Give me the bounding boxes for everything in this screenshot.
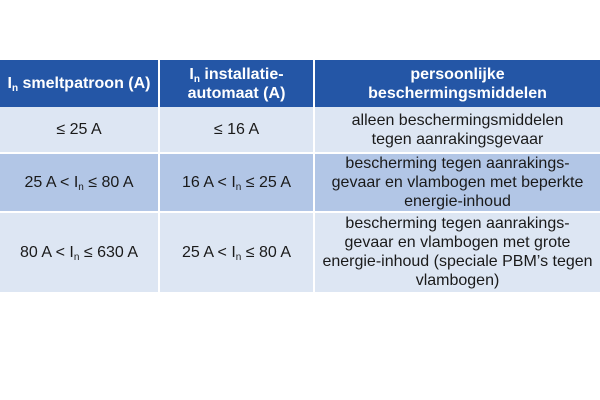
table-row <box>0 152 600 212</box>
cell-fuse-range: ≤ 25 A <box>0 107 160 152</box>
header-cell-fuse <box>0 60 160 107</box>
header-label: installatie- <box>199 65 284 83</box>
cell-breaker-range: ≤ 16 A <box>160 107 315 152</box>
protection-table <box>0 60 600 292</box>
header-cell-breaker <box>160 60 315 107</box>
header-symbol: I <box>189 65 194 83</box>
header-subscript: n <box>11 83 19 94</box>
row-divider <box>0 211 600 213</box>
table-row <box>0 212 600 292</box>
cell-breaker-range: 16 $A < I_n \le 25$ A <box>160 152 315 212</box>
cell-fuse-range: 25 $A < I_n \le 80$ A <box>0 152 160 212</box>
header-label-line2: automaat (A) <box>187 84 286 102</box>
header-cell-ppe: persoonlijke beschermingsmiddelen <box>368 65 547 102</box>
header-symbol: I <box>7 75 12 92</box>
cell-fuse-range: 80 $A < I_n \le 630$ A <box>0 212 160 292</box>
row-divider <box>0 152 600 154</box>
cell-ppe-description: alleen beschermingsmiddelen tegen aanrakingsgevaar <box>351 111 564 148</box>
cell-breaker-range: 25 $A < I_n \le 80$ A <box>160 212 315 292</box>
header-label: smeltpatroon (A) <box>18 75 151 92</box>
table-row <box>0 107 600 152</box>
header-subscript: n <box>193 73 200 85</box>
table-header-row <box>0 60 600 107</box>
cell-ppe-description: bescherming tegen aanrakings- gevaar en vlambogen met grote energie-inhoud (speciale PBM’s tegen vlambogen) <box>322 215 593 289</box>
cell-ppe-description: bescherming tegen aanrakings- gevaar en vlambogen met beperkte energie-inhoud <box>331 154 584 210</box>
